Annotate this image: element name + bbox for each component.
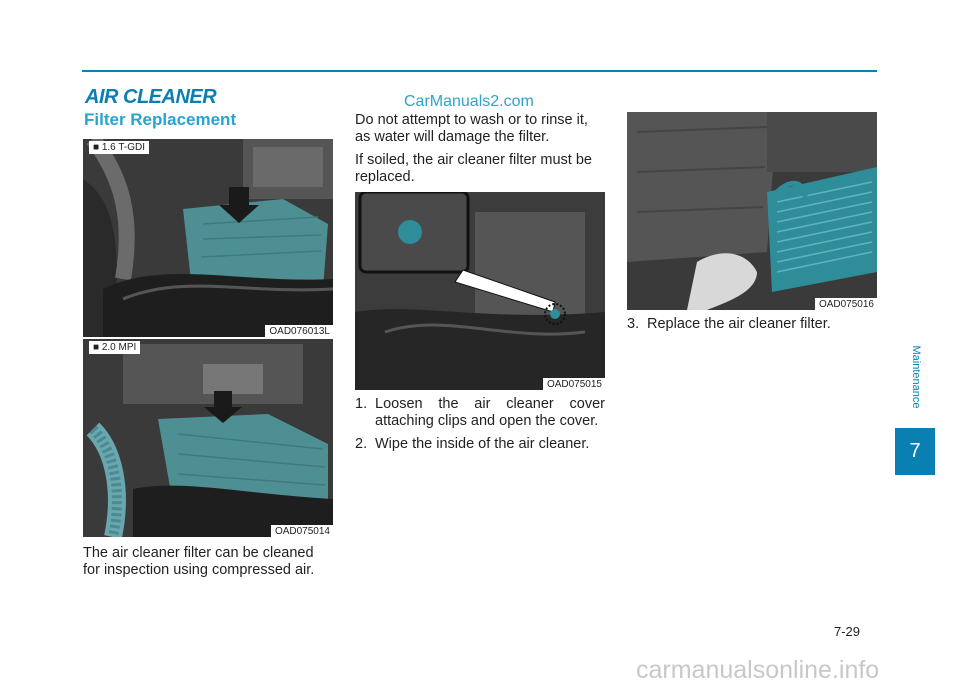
- step-number: 3.: [627, 316, 640, 332]
- intro-paragraph: [83, 545, 333, 579]
- soiled-text: If soiled, the air cleaner filter must be replaced.: [355, 152, 592, 185]
- figure-replace-filter: [627, 112, 877, 310]
- step-1: [355, 396, 605, 430]
- engine-illustration: [627, 112, 877, 310]
- header-rule: [82, 70, 877, 72]
- engine-illustration: [83, 339, 333, 537]
- footer-watermark[interactable]: carmanualsonline.info: [636, 656, 880, 684]
- step-text: Loosen the air cleaner cover attaching clips and open the cover.: [375, 396, 605, 429]
- step-number: 2.: [355, 436, 368, 452]
- step-number: 1.: [355, 396, 368, 412]
- step-text: Replace the air cleaner filter.: [647, 316, 831, 332]
- chapter-label: [906, 338, 926, 416]
- step-3-block: [627, 316, 877, 333]
- variant-label: ■ 1.6 T-GDI: [89, 141, 149, 154]
- step-3: [627, 316, 877, 333]
- step-2: [355, 436, 605, 453]
- engine-illustration: [83, 139, 333, 337]
- chapter-label-text: Maintenance: [910, 345, 922, 409]
- watermark-text[interactable]: CarManuals2.com: [404, 93, 534, 110]
- figure-code: OAD076013L: [265, 325, 333, 337]
- variant-label: ■ 2.0 MPI: [89, 341, 140, 354]
- figure-code: OAD075015: [543, 378, 605, 390]
- step-text: Wipe the inside of the air cleaner.: [375, 436, 590, 452]
- figure-cover-clips: [355, 192, 605, 390]
- figure-engine-1-6-tgdi: [83, 139, 333, 337]
- figure-code: OAD075014: [271, 525, 333, 537]
- warning-block: [355, 112, 605, 186]
- subheading: Filter Replacement: [84, 110, 237, 129]
- chapter-number: 7: [909, 440, 921, 462]
- steps-list: [355, 396, 605, 453]
- engine-illustration: [355, 192, 605, 390]
- warning-text: Do not attempt to wash or to rinse it, as water will damage the filter.: [355, 112, 588, 145]
- section-title: AIR CLEANER: [85, 86, 217, 108]
- page-number: 7-29: [834, 624, 861, 639]
- figure-engine-2-0-mpi: [83, 339, 333, 537]
- intro-text: The air cleaner filter can be cleaned for inspection using compressed air.: [83, 545, 315, 578]
- figure-code: OAD075016: [815, 298, 877, 310]
